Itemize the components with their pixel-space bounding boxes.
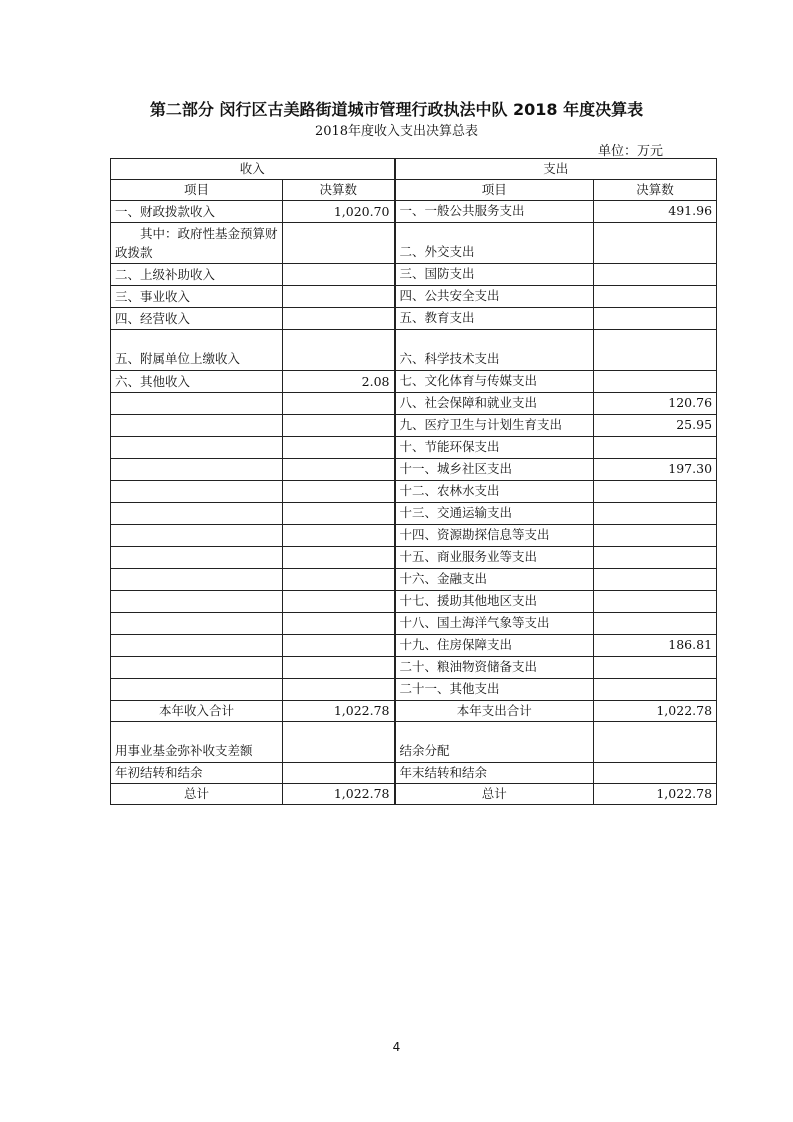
grand-total-row: [111, 784, 717, 805]
income-item-cell: 五、附属单位上缴收入: [111, 330, 283, 371]
table-row: [111, 657, 717, 679]
table-row: [111, 308, 717, 330]
table-row: [111, 437, 717, 459]
income-amount-cell: [283, 547, 395, 569]
expense-amount-cell: [594, 547, 717, 569]
expense-item-cell: 十、节能环保支出: [395, 437, 594, 459]
page-title: 第二部分 闵行区古美路街道城市管理行政执法中队 2018 年度决算表: [149, 100, 644, 119]
expense-amount-cell: 491.96: [594, 201, 717, 223]
expense-item-cell: 三、国防支出: [395, 264, 594, 286]
income-item-cell: [111, 569, 283, 591]
end-carryover-amount: [594, 763, 717, 784]
expense-item-cell: 七、文化体育与传媒支出: [395, 371, 594, 393]
income-amount-cell: [283, 330, 395, 371]
budget-summary-table: [110, 158, 717, 805]
expense-item-cell: 一、一般公共服务支出: [395, 201, 594, 223]
expense-amount-header: 决算数: [594, 180, 717, 201]
grand-total-income-label: 总计: [111, 784, 283, 805]
expense-amount-cell: [594, 371, 717, 393]
table-row: [111, 613, 717, 635]
unit-label: 单位：万元: [598, 144, 664, 159]
surplus-distribution-amount: [594, 722, 717, 763]
income-amount-cell: [283, 481, 395, 503]
income-amount-cell: [283, 635, 395, 657]
grand-total-expense-amount: 1,022.78: [594, 784, 717, 805]
expense-amount-cell: [594, 481, 717, 503]
income-item-cell: [111, 591, 283, 613]
expense-item-cell: 十二、农林水支出: [395, 481, 594, 503]
income-amount-cell: 1,020.70: [283, 201, 395, 223]
table-row: [111, 201, 717, 223]
table-body: [111, 159, 717, 805]
expense-amount-cell: [594, 223, 717, 264]
income-amount-cell: [283, 569, 395, 591]
expense-item-cell: 十四、资源勘探信息等支出: [395, 525, 594, 547]
table-row: [111, 459, 717, 481]
grand-total-expense-label: 总计: [395, 784, 594, 805]
begin-carryover-label: 年初结转和结余: [111, 763, 283, 784]
income-item-cell: [111, 613, 283, 635]
table-subtitle: 2018年度收入支出决算总表: [314, 124, 479, 139]
income-item-cell: [111, 547, 283, 569]
table-row: [111, 330, 717, 371]
expense-amount-cell: 120.76: [594, 393, 717, 415]
header-row-columns: [111, 180, 717, 201]
expense-item-cell: 二、外交支出: [395, 223, 594, 264]
income-item-cell: 一、财政拨款收入: [111, 201, 283, 223]
expense-item-cell: 十五、商业服务业等支出: [395, 547, 594, 569]
grand-total-income-amount: 1,022.78: [283, 784, 395, 805]
income-amount-cell: [283, 415, 395, 437]
expense-item-cell: 十六、金融支出: [395, 569, 594, 591]
expense-item-cell: 六、科学技术支出: [395, 330, 594, 371]
expense-item-cell: 十一、城乡社区支出: [395, 459, 594, 481]
table-row: [111, 635, 717, 657]
fund-offset-row: [111, 722, 717, 763]
table-row: [111, 264, 717, 286]
expense-item-cell: 十七、援助其他地区支出: [395, 591, 594, 613]
income-amount-cell: [283, 308, 395, 330]
expense-amount-cell: [594, 437, 717, 459]
surplus-distribution-label: 结余分配: [395, 722, 594, 763]
income-item-cell: [111, 657, 283, 679]
income-item-cell: [111, 679, 283, 701]
income-amount-cell: [283, 679, 395, 701]
expense-amount-cell: [594, 525, 717, 547]
header-row-sections: [111, 159, 717, 180]
year-income-label: 本年收入合计: [111, 701, 283, 722]
expense-amount-cell: 197.30: [594, 459, 717, 481]
income-item-cell: [111, 503, 283, 525]
expense-item-cell: 九、医疗卫生与计划生育支出: [395, 415, 594, 437]
table-row: [111, 481, 717, 503]
income-amount-cell: [283, 613, 395, 635]
fund-offset-label: 用事业基金弥补收支差额: [111, 722, 283, 763]
year-expense-label: 本年支出合计: [395, 701, 594, 722]
expense-item-cell: 二十一、其他支出: [395, 679, 594, 701]
expense-item-header: 项目: [395, 180, 594, 201]
expense-amount-cell: [594, 679, 717, 701]
income-amount-cell: [283, 525, 395, 547]
income-item-cell: [111, 635, 283, 657]
income-amount-cell: 2.08: [283, 371, 395, 393]
table-row: [111, 415, 717, 437]
income-item-cell: 其中：政府性基金预算财政拨款: [111, 223, 283, 264]
income-item-header: 项目: [111, 180, 283, 201]
income-amount-cell: [283, 286, 395, 308]
expense-item-cell: 十三、交通运输支出: [395, 503, 594, 525]
income-item-cell: 二、上级补助收入: [111, 264, 283, 286]
expense-section-header: 支出: [395, 159, 717, 180]
year-total-row: [111, 701, 717, 722]
income-item-cell: 四、经营收入: [111, 308, 283, 330]
income-amount-cell: [283, 437, 395, 459]
expense-amount-cell: [594, 591, 717, 613]
expense-amount-cell: [594, 286, 717, 308]
income-amount-cell: [283, 503, 395, 525]
table-row: [111, 223, 717, 264]
expense-item-cell: 十九、住房保障支出: [395, 635, 594, 657]
expense-item-cell: 二十、粮油物资储备支出: [395, 657, 594, 679]
table-row: [111, 547, 717, 569]
expense-amount-cell: [594, 503, 717, 525]
income-item-cell: [111, 481, 283, 503]
income-amount-cell: [283, 657, 395, 679]
year-expense-amount: 1,022.78: [594, 701, 717, 722]
income-section-header: 收入: [111, 159, 395, 180]
income-item-cell: [111, 415, 283, 437]
table-row: [111, 525, 717, 547]
year-income-amount: 1,022.78: [283, 701, 395, 722]
income-item-cell: [111, 525, 283, 547]
carryover-row: [111, 763, 717, 784]
expense-item-cell: 八、社会保障和就业支出: [395, 393, 594, 415]
income-item-cell: 三、事业收入: [111, 286, 283, 308]
income-amount-header: 决算数: [283, 180, 395, 201]
income-amount-cell: [283, 264, 395, 286]
income-item-cell: [111, 393, 283, 415]
table-row: [111, 503, 717, 525]
income-amount-cell: [283, 393, 395, 415]
fund-offset-amount: [283, 722, 395, 763]
income-item-cell: 六、其他收入: [111, 371, 283, 393]
expense-amount-cell: [594, 308, 717, 330]
income-amount-cell: [283, 223, 395, 264]
expense-amount-cell: [594, 657, 717, 679]
income-item-cell: [111, 459, 283, 481]
end-carryover-label: 年末结转和结余: [395, 763, 594, 784]
expense-amount-cell: 186.81: [594, 635, 717, 657]
table-row: [111, 371, 717, 393]
expense-amount-cell: [594, 569, 717, 591]
table-row: [111, 393, 717, 415]
table-row: [111, 591, 717, 613]
income-amount-cell: [283, 459, 395, 481]
table-row: [111, 679, 717, 701]
expense-item-cell: 十八、国土海洋气象等支出: [395, 613, 594, 635]
expense-amount-cell: 25.95: [594, 415, 717, 437]
expense-item-cell: 五、教育支出: [395, 308, 594, 330]
page-number: 4: [392, 1040, 401, 1054]
income-amount-cell: [283, 591, 395, 613]
table-row: [111, 286, 717, 308]
begin-carryover-amount: [283, 763, 395, 784]
table-row: [111, 569, 717, 591]
expense-amount-cell: [594, 613, 717, 635]
income-item-cell: [111, 437, 283, 459]
expense-amount-cell: [594, 330, 717, 371]
expense-item-cell: 四、公共安全支出: [395, 286, 594, 308]
expense-amount-cell: [594, 264, 717, 286]
